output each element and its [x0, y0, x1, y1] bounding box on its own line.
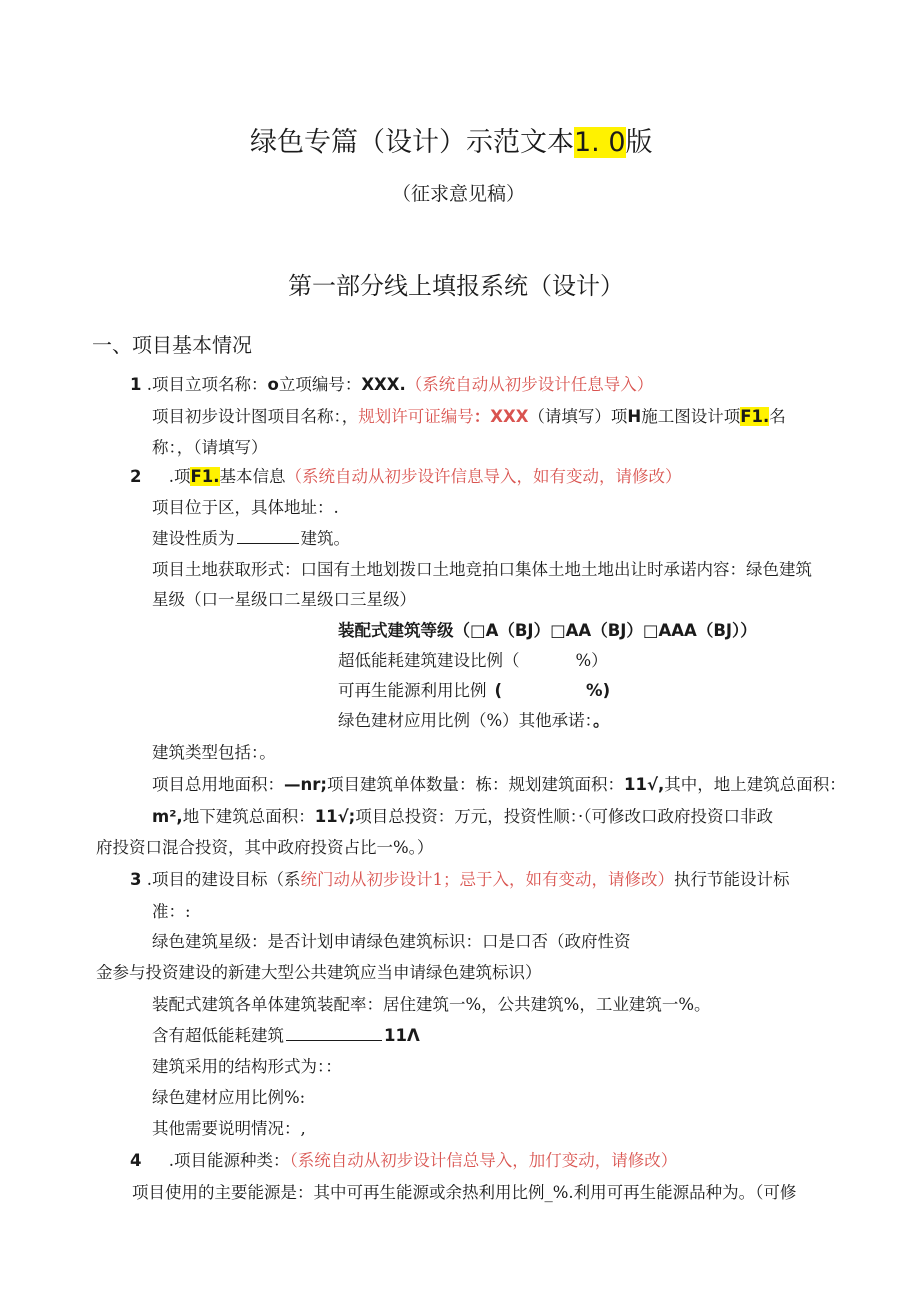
item2-area1-d: 11√, [623, 775, 665, 794]
part-heading: 第一部分线上填报系统（设计） [288, 272, 624, 300]
item2-land: 项目土地获取形式：口国有土地划拨口土地竞拍口集体土地土地出让时承诺内容：绿色建筑 [152, 560, 812, 579]
item3-text: .项目的建设目标（系 [141, 870, 301, 889]
item1-line1 [130, 373, 653, 397]
item2-nature-b: 建筑。 [300, 529, 350, 548]
item2-area1-b: —nr; [284, 775, 327, 794]
item1-l2-highlight: F1. [740, 407, 770, 426]
item2-area1 [152, 773, 846, 797]
item1-l2-bold: ：XXX [473, 407, 529, 426]
item2-material-b: 。 [592, 711, 610, 730]
item4-red-note: （系统自动从初步设计信总导入，加仃变动，请修改） [289, 1151, 678, 1170]
document-subtitle: （征求意见稿） [392, 183, 526, 205]
item1-bold-o: o [267, 375, 279, 394]
item1-l2-red: 规划许可证编号 [358, 407, 474, 426]
item2-renew-c: %) [586, 681, 611, 700]
item1-red-note: （系统自动从初步设计任息导入） [405, 375, 654, 394]
item3-assembly: 装配式建筑各单体建筑装配率：居住建筑一%，公共建筑%，工业建筑一%。 [152, 995, 711, 1014]
item3-text2: 执行节能设计标 [673, 870, 790, 889]
title-version-highlight: 1. 0 [574, 127, 626, 158]
item3-other: 其他需要说明情况：, [152, 1119, 306, 1138]
item4-number: 4 [130, 1151, 142, 1170]
item2-prefab-text: 装配式建筑等级（□A（BJ）□AA（BJ）□AAA（BJ）） [338, 621, 757, 640]
item3-ultra [152, 1024, 420, 1048]
item2-area2-c: 11√; [314, 807, 356, 826]
item2-area3: 府投资口混合投资，其中政府投资占比一%。） [96, 838, 434, 857]
ultra-blank [286, 1024, 382, 1041]
item2-ultra-b: %） [575, 651, 608, 670]
item3-green: 绿色建筑星级：是否计划申请绿色建筑标识：口是口否（政府性资 [152, 932, 631, 951]
item1-line3: 称：，（请填写） [152, 438, 268, 457]
item2-area2 [152, 805, 773, 829]
item1-l2-d: 名 [769, 407, 786, 426]
item2-text: .项 [163, 467, 191, 486]
item3-number: 3 [130, 870, 142, 889]
item1-text2: 立项编号： [278, 375, 362, 394]
item2-area2-a: m², [152, 807, 183, 826]
item2-renew [338, 679, 610, 703]
item4-energy: 项目使用的主要能源是：其中可再生能源或余热利用比例_%.利用可再生能源品种为。（可修 [132, 1183, 797, 1202]
item2-red-note: （系统自动从初步设许信息导入，如有变动，请修改） [285, 467, 682, 486]
item2-material [338, 709, 609, 733]
item2-location: 项目位于区，具体地址：. [152, 498, 339, 517]
title-text: 绿色专篇（设计）示范文本 [250, 127, 574, 158]
item2-ultra [338, 649, 608, 673]
item3-ultra-b: 11Λ [384, 1026, 420, 1045]
item2-star: 星级（口一星级口二星级口三星级） [152, 590, 416, 609]
item1-l2-b: （请填写）项 [528, 407, 628, 426]
item3-struct: 建筑采用的结构形式为：： [152, 1057, 342, 1076]
item2-area1-e: 其中，地上建筑总面积： [664, 775, 846, 794]
item3-material: 绿色建材应用比例%: [152, 1088, 306, 1107]
item2-type: 建筑类型包括：。 [152, 743, 276, 762]
document-title [250, 125, 653, 161]
item1-code: XXX. [361, 375, 406, 394]
section-heading: 一、项目基本情况 [92, 333, 252, 357]
item1-l2-bold2: H [627, 407, 642, 426]
item2-prefab [338, 619, 757, 643]
item2-area1-c: 项目建筑单体数量：栋：规划建筑面积： [326, 775, 624, 794]
item2-area2-b: 地下建筑总面积： [182, 807, 315, 826]
item1-l2-c: 施工图设计项 [641, 407, 741, 426]
nature-blank [237, 527, 299, 544]
item3-gov: 金参与投资建设的新建大型公共建筑应当申请绿色建筑标识） [96, 963, 542, 982]
item2-ultra-a: 超低能耗建筑建设比例（ [338, 651, 520, 670]
item2-text2: 基本信息 [219, 467, 286, 486]
item2-renew-a: 可再生能源利用比例 [338, 681, 487, 700]
item3-std: 准：: [152, 902, 191, 921]
item2-nature-a: 建设性质为 [152, 529, 235, 548]
item3-red-note: 统门动从初步设计1；忌于入，如有变动，请修改） [300, 870, 674, 889]
title-suffix: 版 [625, 127, 653, 158]
item1-l2-a: 项目初步设计图项目名称：， [152, 407, 359, 426]
item2-highlight: F1. [190, 467, 220, 486]
item1-text: .项目立项名称： [141, 375, 268, 394]
item2-area1-a: 项目总用地面积： [152, 775, 284, 794]
item3-line1 [130, 868, 789, 892]
item2-nature [152, 527, 350, 551]
item2-renew-b: ( [494, 681, 503, 700]
item2-material-a: 绿色建材应用比例（%）其他承诺： [338, 711, 593, 730]
item2-number: 2 [130, 467, 142, 486]
item4-line1 [130, 1149, 677, 1173]
item4-text: .项目能源种类： [163, 1151, 290, 1170]
item1-line2 [152, 405, 786, 429]
item1-number: 1 [130, 375, 142, 394]
item2-line1 [130, 465, 682, 489]
item2-area2-d: 项目总投资：万元，投资性顺：·（可修改口政府投资口非政 [355, 807, 774, 826]
item3-ultra-a: 含有超低能耗建筑 [152, 1026, 284, 1045]
